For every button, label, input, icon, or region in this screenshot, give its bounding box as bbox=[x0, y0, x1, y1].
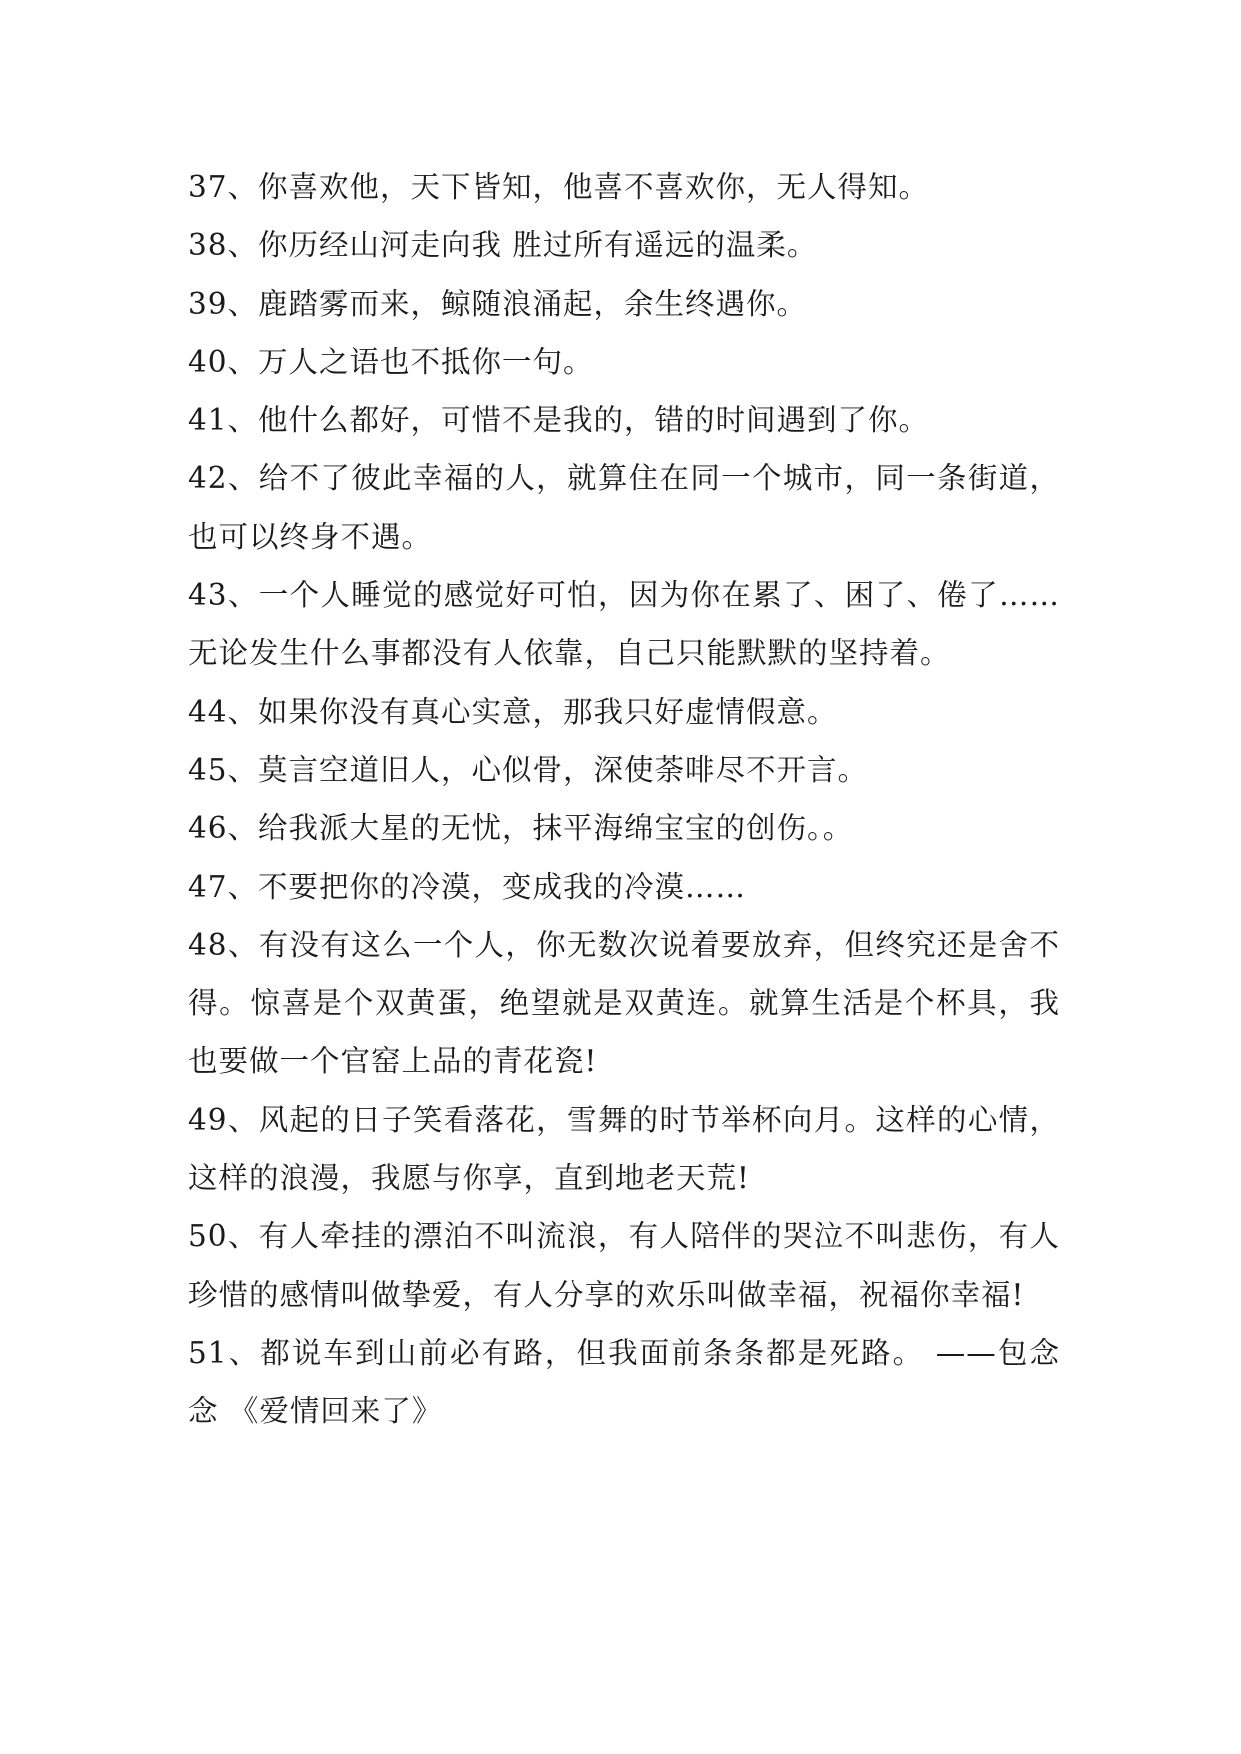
list-item-45: 45、莫言空道旧人，心似骨，深使荼啡尽不开言。 bbox=[188, 752, 869, 787]
list-item-41: 41、他什么都好，可惜不是我的，错的时间遇到了你。 bbox=[188, 403, 930, 438]
list-item-38: 38、你历经山河走向我 胜过所有遥远的温柔。 bbox=[188, 228, 818, 263]
list-item-47: 47、不要把你的冷漠，变成我的冷漠…… bbox=[188, 869, 747, 904]
list-item-46: 46、给我派大星的无忧，抹平海绵宝宝的创伤。。 bbox=[188, 811, 854, 846]
list-item-40: 40、万人之语也不抵你一句。 bbox=[188, 344, 594, 379]
list-item-48: 48、有没有这么一个人，你无数次说着要放弃，但终究还是舍不得。惊喜是个双黄蛋，绝望就是双黄连。就算生活是个杯具，我也要做一个官窑上品的青花瓷! bbox=[188, 927, 1060, 1079]
list-item-44: 44、如果你没有真心实意，那我只好虚情假意。 bbox=[188, 694, 838, 729]
list-item-43: 43、一个人睡觉的感觉好可怕，因为你在累了、困了、倦了……无论发生什么事都没有人依靠，自己只能默默的坚持着。 bbox=[188, 578, 1060, 671]
document-body bbox=[188, 158, 1060, 1441]
list-item-39: 39、鹿踏雾而来，鲸随浪涌起，余生终遇你。 bbox=[188, 286, 808, 321]
list-item-51: 51、都说车到山前必有路，但我面前条条都是死路。 ——包念念 《爱情回来了》 bbox=[188, 1335, 1060, 1429]
list-item-49: 49、风起的日子笑看落花，雪舞的时节举杯向月。这样的心情，这样的浪漫，我愿与你享，直到地老天荒! bbox=[188, 1102, 1060, 1196]
list-item-37: 37、你喜欢他，天下皆知，他喜不喜欢你，无人得知。 bbox=[188, 170, 930, 204]
list-item-50: 50、有人牵挂的漂泊不叫流浪，有人陪伴的哭泣不叫悲伤，有人珍惜的感情叫做挚爱，有人分享的欢乐叫做幸福，祝福你幸福! bbox=[188, 1219, 1060, 1312]
list-item-42: 42、给不了彼此幸福的人，就算住在同一个城市，同一条街道，也可以终身不遇。 bbox=[188, 461, 1060, 554]
